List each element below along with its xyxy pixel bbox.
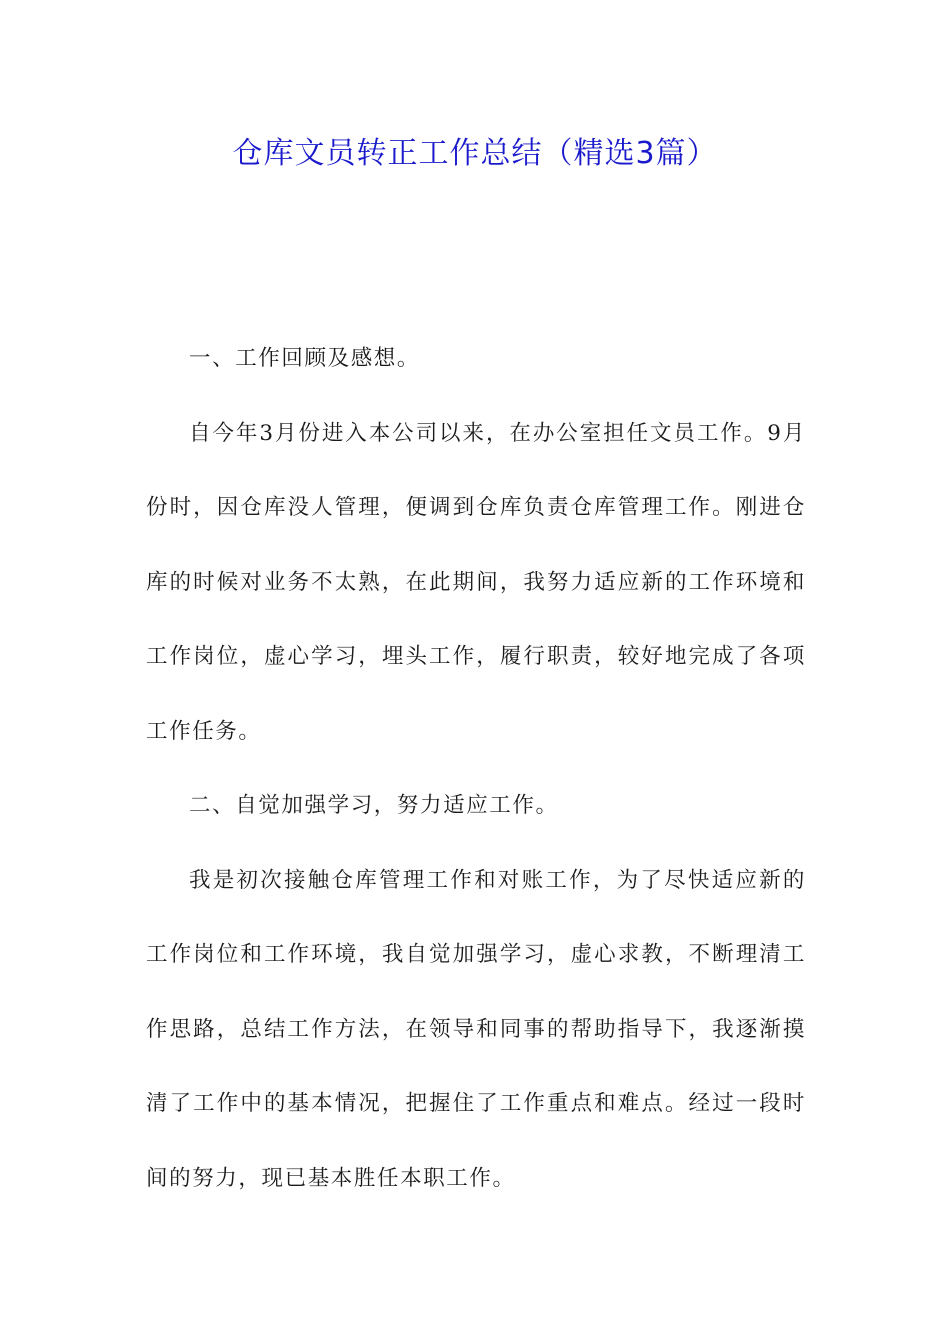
body-paragraph-2: 我是初次接触仓库管理工作和对账工作，为了尽快适应新的工作岗位和工作环境，我自觉加强学习，虚心求教，不断理清工作思路，总结工作方法，在领导和同事的帮助指导下，我逐渐摸清了工作中的基本情况，把握住了工作重点和难点。经过一段时间的努力，现已基本胜任本职工作。 [146,867,806,1191]
document-body [146,322,806,1216]
section-heading-2: 二、自觉加强学习，努力适应工作。 [189,793,559,818]
section-heading-1: 一、工作回顾及感想。 [189,346,421,371]
document-title: 仓库文员转正工作总结（精选3篇） [232,136,718,171]
body-paragraph-1: 自今年3月份进入本公司以来，在办公室担任文员工作。9月份时，因仓库没人管理，便调到仓库负责仓库管理工作。刚进仓库的时候对业务不太熟，在此期间，我努力适应新的工作环境和工作岗位，虚心学习，埋头工作，履行职责，较好地完成了各项工作任务。 [146,420,806,744]
